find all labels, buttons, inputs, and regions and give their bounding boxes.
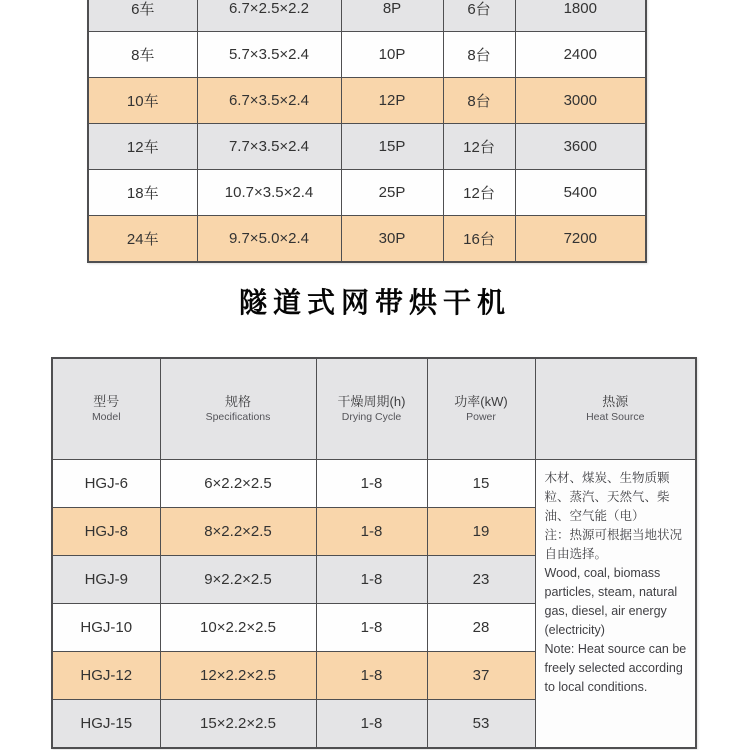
spec-header-power (427, 358, 535, 460)
spec-cell-power: 37 (427, 652, 535, 700)
capacity-cell: 8车 (88, 32, 197, 78)
header-heat-source-en: Heat Source (586, 411, 645, 423)
capacity-cell: 8台 (443, 32, 515, 78)
capacity-cell: 30P (341, 216, 443, 263)
spec-cell-cycle: 1-8 (316, 460, 427, 508)
header-model-zh: 型号 (93, 394, 120, 409)
capacity-cell: 15P (341, 124, 443, 170)
spec-row (52, 460, 696, 508)
spec-cell-model: HGJ-9 (52, 556, 160, 604)
capacity-cell: 7.7×3.5×2.4 (197, 124, 341, 170)
capacity-cell: 8P (341, 0, 443, 32)
capacity-cell: 8台 (443, 78, 515, 124)
capacity-cell: 3600 (515, 124, 646, 170)
capacity-row (88, 32, 646, 78)
capacity-cell: 12台 (443, 124, 515, 170)
spec-cell-cycle: 1-8 (316, 556, 427, 604)
spec-cell-cycle: 1-8 (316, 652, 427, 700)
spec-cell-model: HGJ-10 (52, 604, 160, 652)
capacity-cell: 12车 (88, 124, 197, 170)
capacity-cell: 6台 (443, 0, 515, 32)
spec-cell-model: HGJ-6 (52, 460, 160, 508)
capacity-cell: 10P (341, 32, 443, 78)
capacity-cell: 10.7×3.5×2.4 (197, 170, 341, 216)
spec-header-row (52, 358, 696, 460)
capacity-cell: 16台 (443, 216, 515, 263)
capacity-cell: 1800 (515, 0, 646, 32)
spec-cell-spec: 6×2.2×2.5 (160, 460, 316, 508)
capacity-cell: 6车 (88, 0, 197, 32)
spec-cell-spec: 8×2.2×2.5 (160, 508, 316, 556)
spec-table (51, 357, 697, 749)
heat-source-en: Wood, coal, biomass particles, steam, natural gas, diesel, air energy (electricity) (544, 566, 678, 637)
heat-source-zh-note: 注：热源可根据当地状况自由选择。 (544, 528, 683, 561)
capacity-row (88, 216, 646, 263)
header-specifications-en: Specifications (205, 411, 271, 423)
spec-cell-spec: 9×2.2×2.5 (160, 556, 316, 604)
spec-header-heat-source (535, 358, 696, 460)
header-drying-cycle-en: Drying Cycle (341, 411, 402, 423)
capacity-row (88, 170, 646, 216)
spec-cell-model: HGJ-8 (52, 508, 160, 556)
capacity-row (88, 0, 646, 32)
capacity-cell: 12P (341, 78, 443, 124)
header-power-en: Power (466, 411, 496, 423)
section-title: 隧道式网带烘干机 (238, 287, 511, 318)
capacity-cell: 2400 (515, 32, 646, 78)
capacity-table (87, 0, 647, 263)
spec-cell-model: HGJ-12 (52, 652, 160, 700)
capacity-row (88, 124, 646, 170)
spec-cell-power: 53 (427, 700, 535, 749)
heat-source-zh: 木材、煤炭、生物质颗粒、蒸汽、天然气、柴油、空气能（电） (544, 471, 670, 523)
header-heat-source-zh: 热源 (602, 394, 629, 409)
capacity-cell: 3000 (515, 78, 646, 124)
capacity-cell: 5.7×3.5×2.4 (197, 32, 341, 78)
spec-table-body (52, 460, 696, 749)
spec-cell-cycle: 1-8 (316, 700, 427, 749)
spec-cell-spec: 15×2.2×2.5 (160, 700, 316, 749)
header-model-en: Model (91, 411, 121, 423)
capacity-row (88, 78, 646, 124)
capacity-cell: 24车 (88, 216, 197, 263)
spec-cell-cycle: 1-8 (316, 604, 427, 652)
capacity-cell: 12台 (443, 170, 515, 216)
header-specifications-zh: 规格 (224, 394, 251, 409)
header-power-zh: 功率(kW) (454, 394, 508, 409)
spec-cell-power: 15 (427, 460, 535, 508)
heat-source-cell (535, 460, 696, 749)
spec-cell-model: HGJ-15 (52, 700, 160, 749)
header-drying-cycle-zh: 干燥周期(h) (337, 394, 406, 409)
spec-header-specifications (160, 358, 316, 460)
spec-cell-power: 19 (427, 508, 535, 556)
capacity-cell: 9.7×5.0×2.4 (197, 216, 341, 263)
capacity-cell: 7200 (515, 216, 646, 263)
capacity-cell: 5400 (515, 170, 646, 216)
spec-cell-spec: 10×2.2×2.5 (160, 604, 316, 652)
capacity-cell: 18车 (88, 170, 197, 216)
spec-cell-cycle: 1-8 (316, 508, 427, 556)
spec-header-model (52, 358, 160, 460)
spec-cell-spec: 12×2.2×2.5 (160, 652, 316, 700)
capacity-cell: 6.7×3.5×2.4 (197, 78, 341, 124)
capacity-cell: 6.7×2.5×2.2 (197, 0, 341, 32)
spec-cell-power: 28 (427, 604, 535, 652)
heat-source-en-note: Note: Heat source can be freely selected according to local conditions. (544, 642, 687, 694)
capacity-cell: 10车 (88, 78, 197, 124)
capacity-cell: 25P (341, 170, 443, 216)
capacity-table-body (88, 0, 646, 262)
spec-cell-power: 23 (427, 556, 535, 604)
spec-header-drying-cycle (316, 358, 427, 460)
